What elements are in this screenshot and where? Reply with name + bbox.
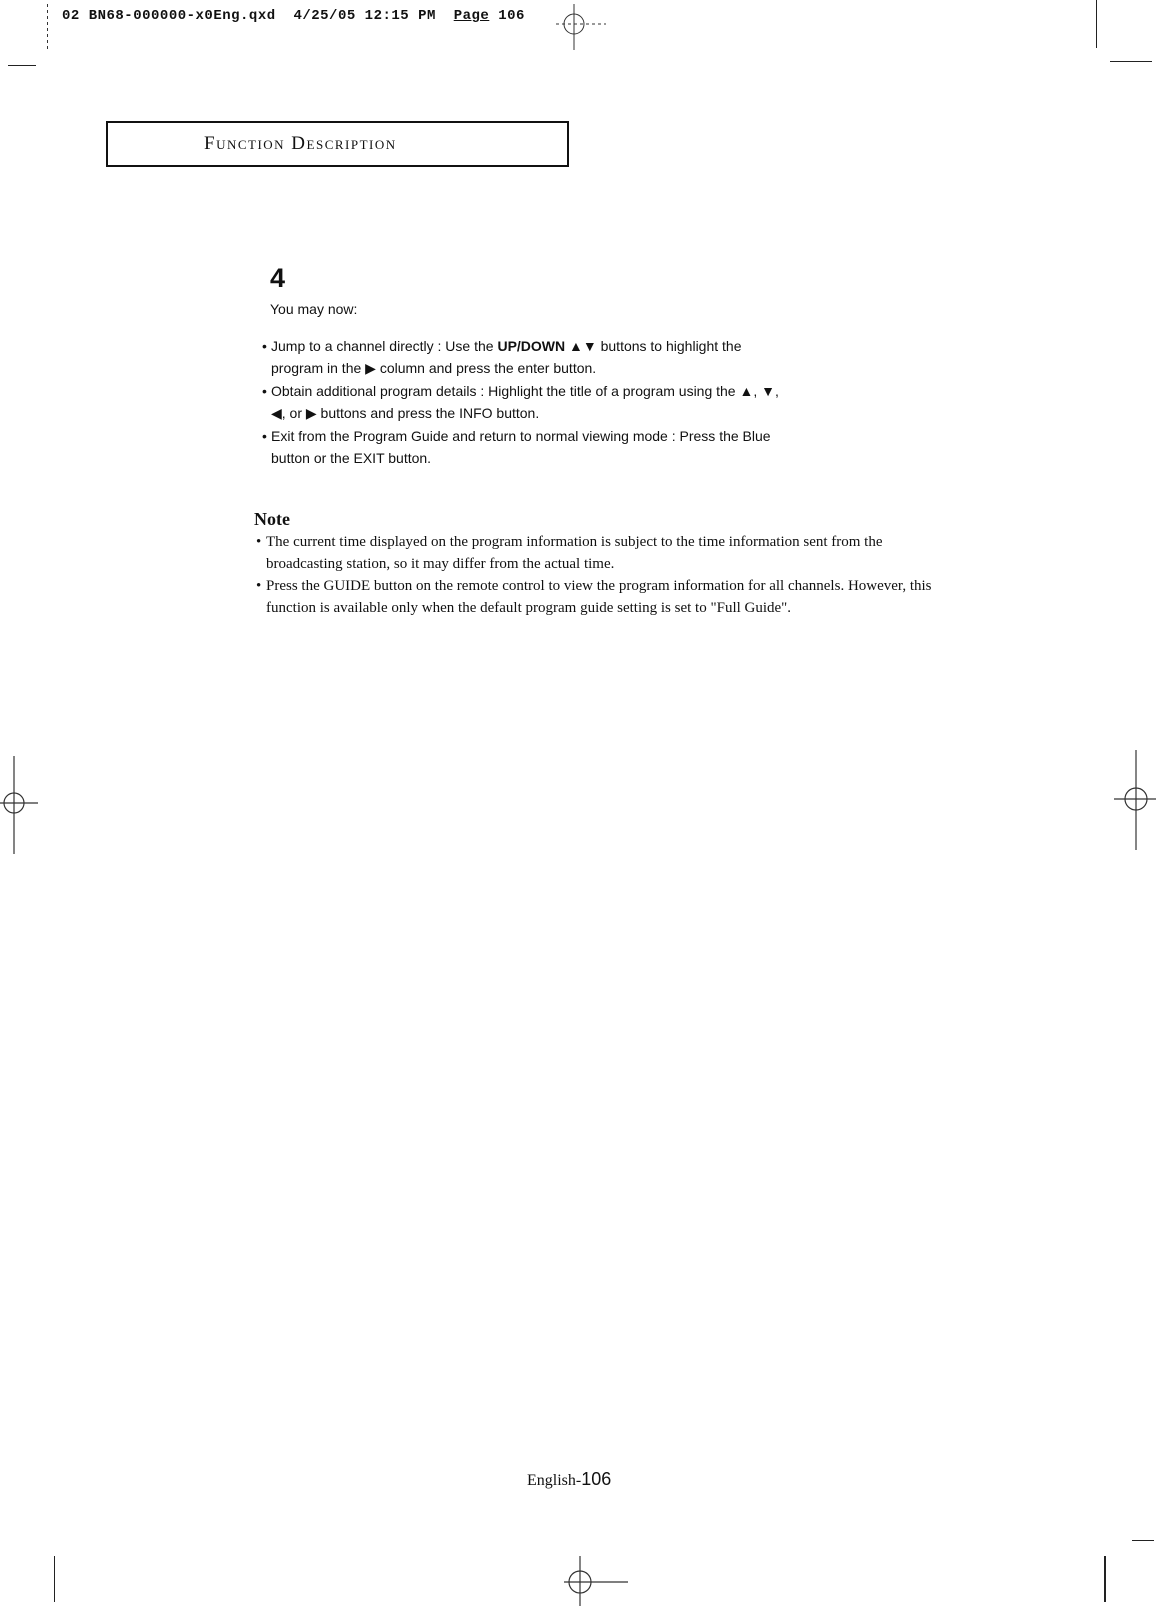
step-intro: You may now:	[270, 301, 358, 317]
step-bullet-list	[262, 335, 782, 470]
crop-mark-bottom-right-horizontal	[1132, 1540, 1154, 1541]
list-item	[262, 380, 782, 424]
slug-page-number: 106	[498, 8, 525, 24]
slug-time: 12:15 PM	[364, 8, 436, 24]
crop-mark-top-right-horizontal	[1110, 61, 1152, 62]
crop-mark-top-left-horizontal	[8, 65, 36, 66]
registration-mark-top	[556, 4, 612, 52]
section-heading-box	[106, 121, 569, 167]
list-item	[256, 531, 956, 575]
crop-mark-top-right-vertical	[1096, 0, 1097, 48]
list-item	[256, 575, 956, 619]
slug-file: 02 BN68-000000-x0Eng.qxd	[62, 8, 276, 24]
bullet-icon: •	[262, 338, 267, 354]
bullet-icon: •	[262, 428, 267, 444]
bullet-icon: •	[256, 578, 262, 594]
registration-mark-right	[1112, 750, 1156, 850]
bullet-icon: •	[256, 534, 262, 550]
slug-page-label: Page	[453, 8, 490, 24]
bullet-text: Jump to a channel directly : Use the	[271, 338, 498, 354]
footer-page-number: 106	[581, 1469, 612, 1489]
step-number: 4	[270, 263, 286, 293]
bullet-text: Exit from the Program Guide and return to normal viewing mode : Press the Blue button or the EXIT button.	[271, 428, 771, 466]
list-item	[262, 335, 782, 379]
footer-language: English-	[527, 1472, 582, 1489]
crop-mark-bottom-right-vertical	[1104, 1556, 1106, 1602]
slug-date: 4/25/05	[293, 8, 356, 24]
bullet-text: Obtain additional program details : Highlight the title of a program using the ▲, ▼, ◀, or ▶ buttons and press the INFO button.	[271, 383, 779, 421]
note-list	[256, 531, 956, 619]
crop-mark-top-left-vertical	[47, 4, 48, 52]
bullet-text-tail: buttons to highlight the program in the ▶ column and press the enter button.	[271, 338, 742, 376]
note-text: Press the GUIDE button on the remote control to view the program information for all channels. However, this function is available only when the default program guide setting is set to "Full Guide".	[266, 578, 932, 616]
list-item	[262, 425, 782, 469]
print-slug	[62, 8, 525, 24]
note-heading: Note	[254, 509, 290, 529]
bullet-bold-text: UP/DOWN ▲▼	[497, 338, 597, 354]
registration-mark-bottom	[560, 1556, 630, 1606]
crop-mark-bottom-left-vertical	[54, 1556, 55, 1602]
section-title: Function Description	[204, 133, 397, 154]
page-footer	[527, 1469, 611, 1490]
registration-mark-left	[0, 756, 40, 854]
note-text: The current time displayed on the program information is subject to the time information sent from the broadcasting station, so it may differ from the actual time.	[266, 534, 883, 572]
bullet-icon: •	[262, 383, 267, 399]
